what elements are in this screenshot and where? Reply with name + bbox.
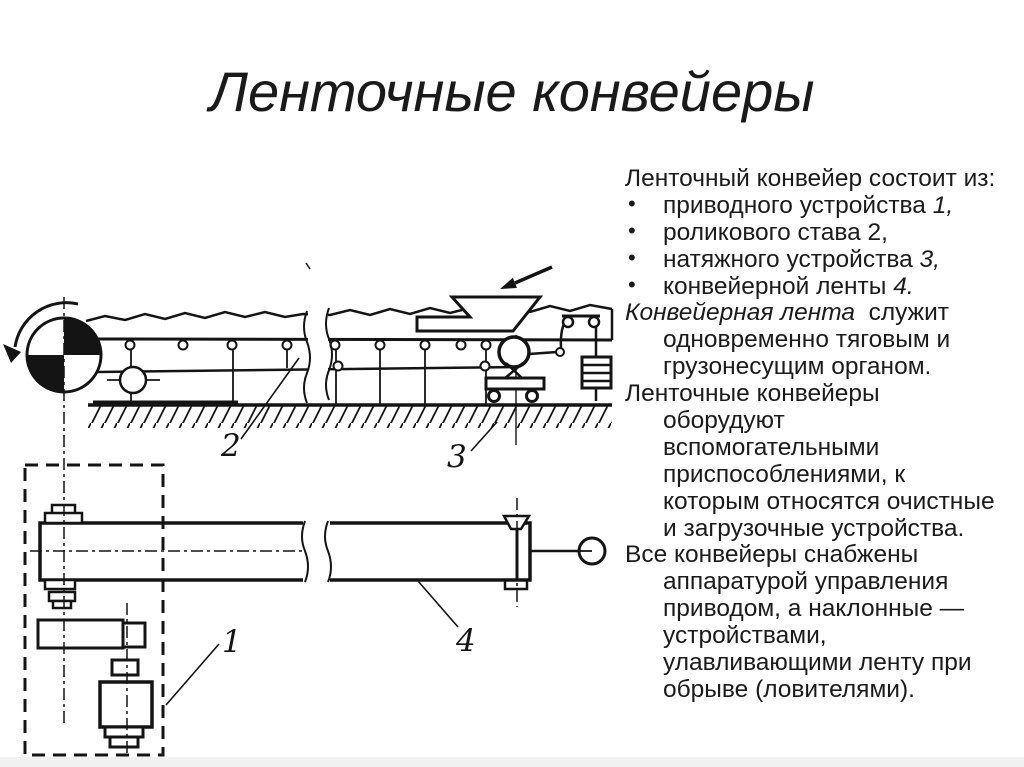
bullet-item: • натяжного устройства 3,: [628, 244, 940, 273]
text-line: обрыве (ловителями).: [663, 675, 915, 703]
conveyor-diagram: [0, 255, 620, 767]
gearbox: [38, 620, 145, 648]
text-line: грузонесущим органом.: [663, 353, 932, 381]
text-line: приводом, а наклонные —: [663, 595, 965, 623]
text-line: Ленточные конвейеры: [625, 380, 880, 408]
text-line: которым относятся очистные: [663, 487, 995, 515]
text-line: приспособлениями, к: [663, 460, 906, 488]
text-line: и загрузочные устройства.: [663, 514, 965, 542]
bullet-marker: •: [628, 217, 636, 243]
motor: [100, 682, 152, 747]
belt-return-line: [97, 367, 516, 372]
text-line: вспомогательными: [663, 433, 880, 461]
text-line: аппаратурой управления: [663, 568, 949, 596]
bullet-marker: •: [628, 244, 636, 270]
text-line: улавливающими ленту при: [663, 649, 972, 677]
footer-bar: [0, 757, 1024, 767]
belt-plan-right: [330, 523, 530, 580]
label-belt: 4: [456, 623, 476, 659]
page-title: Ленточные конвейеры: [209, 60, 815, 123]
tension-cart: [486, 335, 544, 445]
bullet-marker: •: [628, 271, 636, 297]
label-tension-device: 3: [447, 439, 467, 475]
label-roller-frame: 2: [221, 428, 241, 464]
bullet-item: • конвейерной ленты 4.: [628, 271, 914, 300]
label-drive-unit: 1: [222, 624, 242, 660]
text-line: оборудуют: [663, 407, 785, 435]
loading-hopper: [417, 297, 540, 331]
text-line: устройствами,: [663, 622, 827, 650]
bullet-item: • роликового става 2,: [628, 217, 888, 246]
text-line: одновременно тяговым и: [663, 326, 951, 354]
bullet-item: • приводного устройства 1,: [628, 190, 954, 219]
belt-top-line: [97, 339, 612, 340]
bullet-marker: •: [628, 190, 636, 216]
coupling: [112, 660, 138, 675]
text-line: Ленточный конвейер состоит из:: [625, 165, 996, 192]
side-view: [3, 263, 612, 445]
feed-arrow: [500, 267, 552, 289]
frame-supports: [107, 346, 486, 405]
text-line: Конвейерная лента служит: [625, 299, 949, 327]
text-column: [625, 166, 1023, 704]
text-line: Все конвейеры снабжены: [625, 541, 919, 569]
